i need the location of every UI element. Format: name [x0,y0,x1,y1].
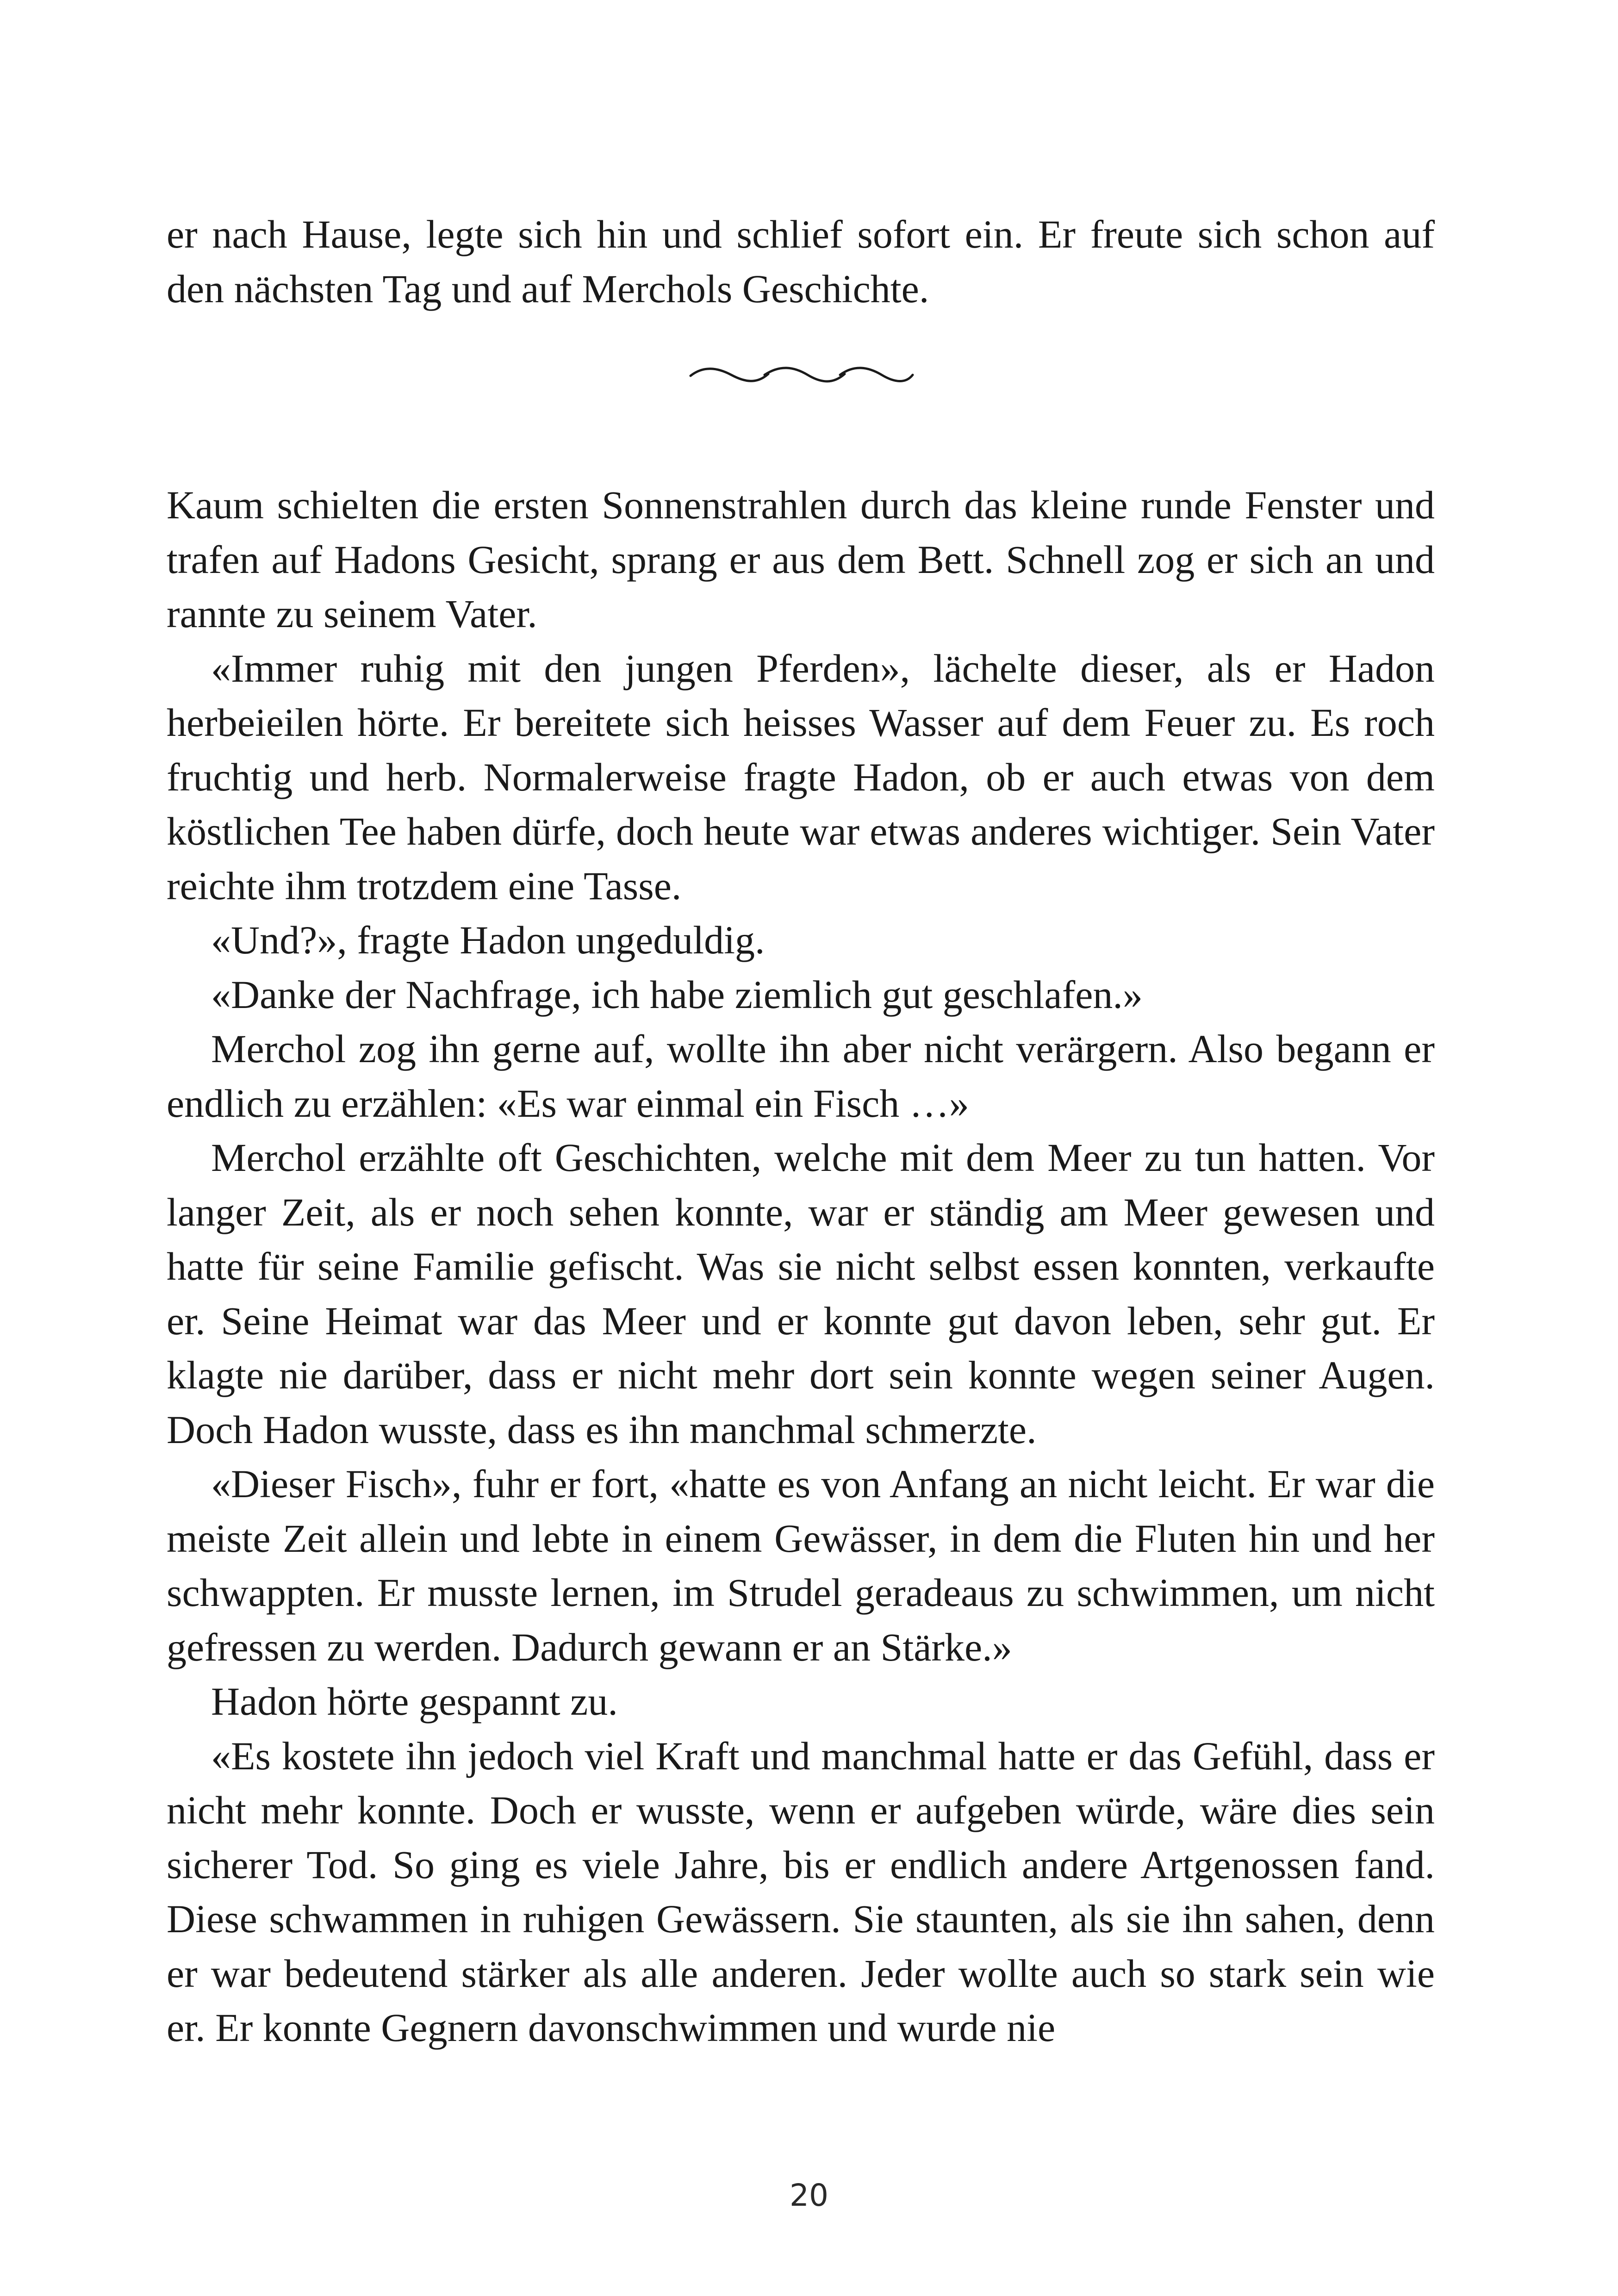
opening-paragraph: er nach Hause, legte sich hin und schlief sofort ein. Er freute sich schon auf den nächsten Tag und auf Merchols Geschichte. [167,212,1435,311]
paragraph: Hadon hörte gespannt zu. [211,1679,618,1724]
paragraph: «Es kostete ihn jedoch viel Kraft und manchmal hatte er das Gefühl, dass er nicht mehr konnte. Doch er wusste, wenn er aufgeben würde, wäre dies sein sicherer Tod. So ging es viele Jahre, bis er endlich andere Artgenossen fand. Diese schwammen in ruhigen Gewässern. Sie staunten, als sie ihn sahen, denn er war bedeutend stärker als alle anderen. Jeder wollte auch so stark sein wie er. Er konnte Gegnern davonschwimmen und wurde nie [167,1733,1435,2050]
opening-text [167,207,1435,316]
paragraph: «Danke der Nachfrage, ich habe ziemlich gut geschlafen.» [211,972,1143,1017]
story-text [167,478,1435,2055]
paragraph: «Immer ruhig mit den jungen Pferden», lächelte dieser, als er Hadon herbeieilen hörte. Er bereitete sich heisses Wasser auf dem Feuer zu. Es roch fruchtig und herb. Normalerweise fragte Hadon, ob er auch etwas von dem köstlichen Tee haben dürfe, doch heute war etwas anderes wichtiger. Sein Vater reichte ihm trotzdem eine Tasse. [167,646,1435,908]
paragraph: Merchol erzählte oft Geschichten, welche mit dem Meer zu tun hatten. Vor langer Zeit, als er noch sehen konnte, war er ständig am Meer gewesen und hatte für seine Familie gefischt. Was sie nicht selbst essen konnten, verkaufte er. Seine Heimat war das Meer und er konnte gut davon leben, sehr gut. Er klagte nie darüber, dass er nicht mehr dort sein konnte wegen seiner Augen. Doch Hadon wusste, dass es ihn manchmal schmerzte. [167,1135,1435,1452]
tilde-ornament-icon [685,356,916,393]
paragraph: Merchol zog ihn gerne auf, wollte ihn aber nicht verärgern. Also begann er endlich zu erzählen: «Es war einmal ein Fisch …» [167,1027,1435,1126]
page-number: 20 [790,2178,828,2213]
paragraph: Kaum schielten die ersten Sonnenstrahlen durch das kleine runde Fenster und trafen auf Hadons Gesicht, sprang er aus dem Bett. Schnell zog er sich an und rannte zu seinem Vater. [167,483,1435,636]
paragraph: «Und?», fragte Hadon ungeduldig. [211,918,765,962]
paragraph: «Dieser Fisch», fuhr er fort, «hatte es von Anfang an nicht leicht. Er war die meiste Zeit allein und lebte in einem Gewässer, in dem die Fluten hin und her schwappten. Er musste lernen, im Strudel geradeaus zu schwimmen, um nicht gefressen zu werden. Dadurch gewann er an Stärke.» [167,1462,1435,1669]
